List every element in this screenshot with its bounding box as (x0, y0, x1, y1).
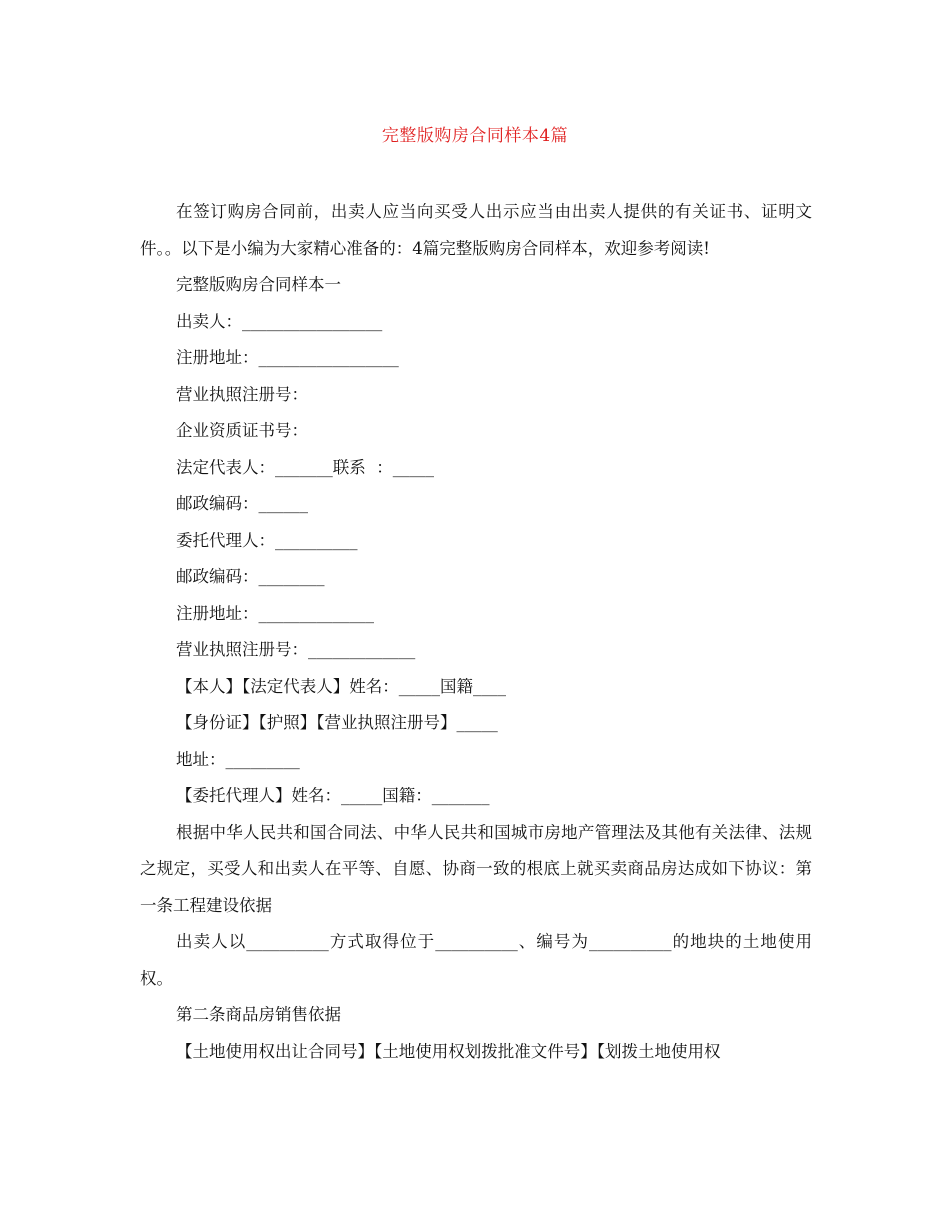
article2-heading: 第二条商品房销售依据 (176, 1005, 341, 1024)
field-buyer-agent: 【委托代理人】姓名：_____国籍：_______ (176, 786, 490, 805)
field-agent-postal-code: 邮政编码：________ (176, 567, 325, 586)
field-legal-representative: 法定代表人：_______联系 ：_____ (176, 457, 434, 477)
field-business-license: 营业执照注册号： (176, 384, 308, 404)
field-buyer-address: 地址：_________ (176, 749, 300, 769)
field-registered-address: 注册地址：_________________ (176, 348, 399, 367)
article2-text: 【土地使用权出让合同号】【土地使用权划拨批准文件号】【划拨土地使用权 (176, 1041, 721, 1061)
field-agent-registered-address: 注册地址：______________ (176, 603, 374, 623)
intro-paragraph: 在签订购房合同前，出卖人应当向买受人出示应当由出卖人提供的有关证书、证明文件。。以下是小编为大家精心准备的：4篇完整版购房合同样本，欢迎参考阅读! (140, 202, 812, 258)
land-paragraph: 出卖人以__________方式取得位于__________、编号为__________的地块的土地使用权。 (140, 932, 812, 988)
field-buyer-name: 【本人】【法定代表人】姓名：_____国籍____ (176, 676, 506, 696)
basis-paragraph: 根据中华人民共和国合同法、中华人民共和国城市房地产管理法及其他有关法律、法规之规定，买受人和出卖人在平等、自愿、协商一致的根底上就买卖商品房达成如下协议：第一条工程建设依据 (140, 822, 812, 915)
field-agent: 委托代理人：__________ (176, 530, 358, 550)
field-postal-code: 邮政编码：______ (176, 494, 308, 513)
document-body (140, 194, 812, 1070)
field-qualification-cert: 企业资质证书号： (176, 421, 308, 440)
document-title: 完整版购房合同样本4篇 (381, 126, 569, 146)
field-agent-business-license: 营业执照注册号：_____________ (176, 640, 416, 659)
section-heading: 完整版购房合同样本一 (176, 275, 341, 294)
field-seller: 出卖人：_________________ (176, 311, 383, 331)
field-buyer-id: 【身份证】【护照】【营业执照注册号】_____ (176, 713, 498, 732)
